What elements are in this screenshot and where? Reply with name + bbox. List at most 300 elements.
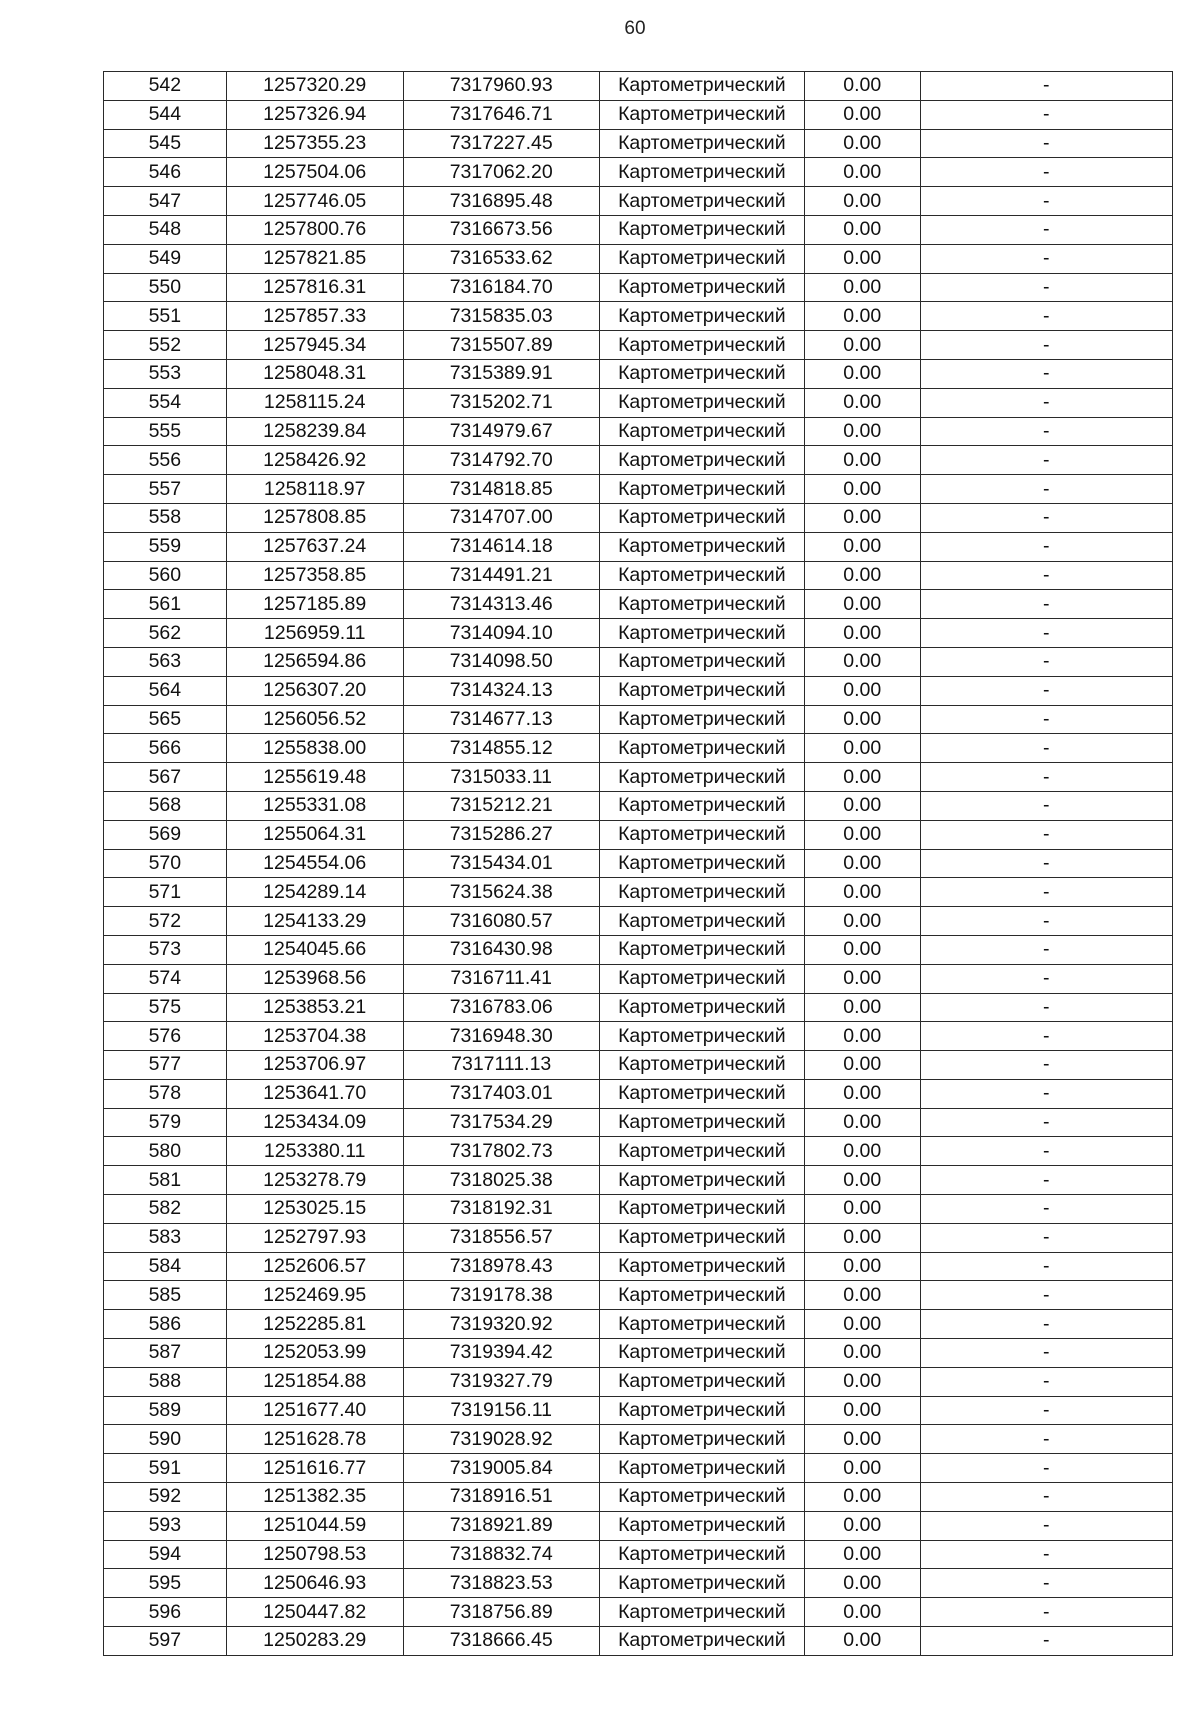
y-coordinate-cell: 7318556.57 (403, 1223, 599, 1252)
method-cell: Картометрический (599, 1483, 804, 1512)
point-number-cell: 574 (104, 964, 227, 993)
table-row (104, 72, 1173, 101)
y-coordinate-cell: 7319394.42 (403, 1339, 599, 1368)
accuracy-cell: 0.00 (804, 1569, 920, 1598)
method-cell: Картометрический (599, 100, 804, 129)
description-cell: - (920, 1022, 1172, 1051)
x-coordinate-cell: 1258239.84 (226, 417, 403, 446)
accuracy-cell: 0.00 (804, 1022, 920, 1051)
accuracy-cell: 0.00 (804, 1598, 920, 1627)
point-number-cell: 567 (104, 763, 227, 792)
y-coordinate-cell: 7314313.46 (403, 590, 599, 619)
point-number-cell: 580 (104, 1137, 227, 1166)
description-cell: - (920, 935, 1172, 964)
method-cell: Картометрический (599, 1627, 804, 1656)
description-cell: - (920, 1454, 1172, 1483)
description-cell: - (920, 503, 1172, 532)
table-row (104, 1627, 1173, 1656)
accuracy-cell: 0.00 (804, 935, 920, 964)
description-cell: - (920, 1598, 1172, 1627)
point-number-cell: 563 (104, 647, 227, 676)
x-coordinate-cell: 1253641.70 (226, 1079, 403, 1108)
description-cell: - (920, 1310, 1172, 1339)
coordinates-table (103, 71, 1173, 1656)
method-cell: Картометрический (599, 1454, 804, 1483)
x-coordinate-cell: 1251628.78 (226, 1425, 403, 1454)
y-coordinate-cell: 7317802.73 (403, 1137, 599, 1166)
description-cell: - (920, 1137, 1172, 1166)
accuracy-cell: 0.00 (804, 1079, 920, 1108)
point-number-cell: 591 (104, 1454, 227, 1483)
method-cell: Картометрический (599, 1396, 804, 1425)
x-coordinate-cell: 1257326.94 (226, 100, 403, 129)
point-number-cell: 552 (104, 331, 227, 360)
accuracy-cell: 0.00 (804, 388, 920, 417)
method-cell: Картометрический (599, 1569, 804, 1598)
y-coordinate-cell: 7315389.91 (403, 359, 599, 388)
method-cell: Картометрический (599, 1166, 804, 1195)
accuracy-cell: 0.00 (804, 359, 920, 388)
description-cell: - (920, 791, 1172, 820)
point-number-cell: 590 (104, 1425, 227, 1454)
description-cell: - (920, 878, 1172, 907)
accuracy-cell: 0.00 (804, 417, 920, 446)
accuracy-cell: 0.00 (804, 1425, 920, 1454)
point-number-cell: 587 (104, 1339, 227, 1368)
y-coordinate-cell: 7318025.38 (403, 1166, 599, 1195)
accuracy-cell: 0.00 (804, 72, 920, 101)
y-coordinate-cell: 7319156.11 (403, 1396, 599, 1425)
table-row (104, 1051, 1173, 1080)
table-row (104, 100, 1173, 129)
x-coordinate-cell: 1253278.79 (226, 1166, 403, 1195)
point-number-cell: 573 (104, 935, 227, 964)
description-cell: - (920, 1511, 1172, 1540)
y-coordinate-cell: 7316533.62 (403, 244, 599, 273)
method-cell: Картометрический (599, 1367, 804, 1396)
table-row (104, 1108, 1173, 1137)
x-coordinate-cell: 1255064.31 (226, 820, 403, 849)
x-coordinate-cell: 1257945.34 (226, 331, 403, 360)
y-coordinate-cell: 7314855.12 (403, 734, 599, 763)
table-row (104, 1339, 1173, 1368)
table-row (104, 561, 1173, 590)
x-coordinate-cell: 1257857.33 (226, 302, 403, 331)
x-coordinate-cell: 1257504.06 (226, 158, 403, 187)
method-cell: Картометрический (599, 734, 804, 763)
method-cell: Картометрический (599, 1195, 804, 1224)
method-cell: Картометрический (599, 1310, 804, 1339)
point-number-cell: 556 (104, 446, 227, 475)
accuracy-cell: 0.00 (804, 1166, 920, 1195)
x-coordinate-cell: 1257746.05 (226, 187, 403, 216)
y-coordinate-cell: 7319005.84 (403, 1454, 599, 1483)
x-coordinate-cell: 1257821.85 (226, 244, 403, 273)
accuracy-cell: 0.00 (804, 446, 920, 475)
description-cell: - (920, 187, 1172, 216)
description-cell: - (920, 590, 1172, 619)
description-cell: - (920, 417, 1172, 446)
table-row (104, 302, 1173, 331)
x-coordinate-cell: 1256307.20 (226, 676, 403, 705)
table-row (104, 590, 1173, 619)
description-cell: - (920, 1483, 1172, 1512)
table-row (104, 503, 1173, 532)
table-row (104, 1310, 1173, 1339)
table-row (104, 1022, 1173, 1051)
method-cell: Картометрический (599, 820, 804, 849)
y-coordinate-cell: 7319327.79 (403, 1367, 599, 1396)
point-number-cell: 555 (104, 417, 227, 446)
accuracy-cell: 0.00 (804, 331, 920, 360)
x-coordinate-cell: 1251044.59 (226, 1511, 403, 1540)
y-coordinate-cell: 7318916.51 (403, 1483, 599, 1512)
point-number-cell: 557 (104, 475, 227, 504)
point-number-cell: 547 (104, 187, 227, 216)
method-cell: Картометрический (599, 878, 804, 907)
description-cell: - (920, 532, 1172, 561)
method-cell: Картометрический (599, 993, 804, 1022)
y-coordinate-cell: 7315434.01 (403, 849, 599, 878)
y-coordinate-cell: 7318921.89 (403, 1511, 599, 1540)
accuracy-cell: 0.00 (804, 1195, 920, 1224)
x-coordinate-cell: 1252469.95 (226, 1281, 403, 1310)
table-row (104, 215, 1173, 244)
description-cell: - (920, 763, 1172, 792)
x-coordinate-cell: 1255838.00 (226, 734, 403, 763)
description-cell: - (920, 619, 1172, 648)
table-row (104, 187, 1173, 216)
accuracy-cell: 0.00 (804, 820, 920, 849)
method-cell: Картометрический (599, 446, 804, 475)
point-number-cell: 581 (104, 1166, 227, 1195)
method-cell: Картометрический (599, 935, 804, 964)
description-cell: - (920, 964, 1172, 993)
y-coordinate-cell: 7316895.48 (403, 187, 599, 216)
point-number-cell: 558 (104, 503, 227, 532)
point-number-cell: 575 (104, 993, 227, 1022)
accuracy-cell: 0.00 (804, 503, 920, 532)
point-number-cell: 548 (104, 215, 227, 244)
x-coordinate-cell: 1252797.93 (226, 1223, 403, 1252)
table-row (104, 993, 1173, 1022)
table-row (104, 619, 1173, 648)
point-number-cell: 582 (104, 1195, 227, 1224)
description-cell: - (920, 100, 1172, 129)
x-coordinate-cell: 1253380.11 (226, 1137, 403, 1166)
y-coordinate-cell: 7318832.74 (403, 1540, 599, 1569)
method-cell: Картометрический (599, 331, 804, 360)
table-row (104, 1223, 1173, 1252)
accuracy-cell: 0.00 (804, 676, 920, 705)
description-cell: - (920, 1540, 1172, 1569)
method-cell: Картометрический (599, 1022, 804, 1051)
description-cell: - (920, 1051, 1172, 1080)
description-cell: - (920, 561, 1172, 590)
y-coordinate-cell: 7314677.13 (403, 705, 599, 734)
y-coordinate-cell: 7315202.71 (403, 388, 599, 417)
x-coordinate-cell: 1251616.77 (226, 1454, 403, 1483)
y-coordinate-cell: 7314792.70 (403, 446, 599, 475)
x-coordinate-cell: 1251382.35 (226, 1483, 403, 1512)
table-row (104, 935, 1173, 964)
point-number-cell: 553 (104, 359, 227, 388)
method-cell: Картометрический (599, 359, 804, 388)
x-coordinate-cell: 1256056.52 (226, 705, 403, 734)
accuracy-cell: 0.00 (804, 1108, 920, 1137)
accuracy-cell: 0.00 (804, 215, 920, 244)
point-number-cell: 596 (104, 1598, 227, 1627)
y-coordinate-cell: 7316430.98 (403, 935, 599, 964)
x-coordinate-cell: 1250646.93 (226, 1569, 403, 1598)
table-row (104, 1598, 1173, 1627)
point-number-cell: 569 (104, 820, 227, 849)
description-cell: - (920, 302, 1172, 331)
y-coordinate-cell: 7318192.31 (403, 1195, 599, 1224)
point-number-cell: 560 (104, 561, 227, 590)
page-number: 60 (624, 18, 646, 39)
table-row (104, 1195, 1173, 1224)
x-coordinate-cell: 1254289.14 (226, 878, 403, 907)
description-cell: - (920, 475, 1172, 504)
y-coordinate-cell: 7318823.53 (403, 1569, 599, 1598)
point-number-cell: 578 (104, 1079, 227, 1108)
table-row (104, 1166, 1173, 1195)
method-cell: Картометрический (599, 129, 804, 158)
method-cell: Картометрический (599, 791, 804, 820)
point-number-cell: 583 (104, 1223, 227, 1252)
table-row (104, 964, 1173, 993)
x-coordinate-cell: 1257800.76 (226, 215, 403, 244)
table-row (104, 129, 1173, 158)
method-cell: Картометрический (599, 187, 804, 216)
table-row (104, 849, 1173, 878)
y-coordinate-cell: 7316948.30 (403, 1022, 599, 1051)
x-coordinate-cell: 1256594.86 (226, 647, 403, 676)
accuracy-cell: 0.00 (804, 475, 920, 504)
table-row (104, 1252, 1173, 1281)
accuracy-cell: 0.00 (804, 1252, 920, 1281)
x-coordinate-cell: 1255331.08 (226, 791, 403, 820)
method-cell: Картометрический (599, 590, 804, 619)
x-coordinate-cell: 1252053.99 (226, 1339, 403, 1368)
x-coordinate-cell: 1253706.97 (226, 1051, 403, 1080)
x-coordinate-cell: 1254133.29 (226, 907, 403, 936)
method-cell: Картометрический (599, 964, 804, 993)
x-coordinate-cell: 1257816.31 (226, 273, 403, 302)
x-coordinate-cell: 1250447.82 (226, 1598, 403, 1627)
y-coordinate-cell: 7317111.13 (403, 1051, 599, 1080)
method-cell: Картометрический (599, 388, 804, 417)
table-row (104, 1511, 1173, 1540)
x-coordinate-cell: 1254554.06 (226, 849, 403, 878)
point-number-cell: 554 (104, 388, 227, 417)
accuracy-cell: 0.00 (804, 244, 920, 273)
description-cell: - (920, 734, 1172, 763)
point-number-cell: 568 (104, 791, 227, 820)
point-number-cell: 588 (104, 1367, 227, 1396)
point-number-cell: 564 (104, 676, 227, 705)
method-cell: Картометрический (599, 215, 804, 244)
table-row (104, 1137, 1173, 1166)
method-cell: Картометрический (599, 1223, 804, 1252)
description-cell: - (920, 705, 1172, 734)
method-cell: Картометрический (599, 705, 804, 734)
method-cell: Картометрический (599, 1281, 804, 1310)
table-row (104, 676, 1173, 705)
x-coordinate-cell: 1252285.81 (226, 1310, 403, 1339)
method-cell: Картометрический (599, 1051, 804, 1080)
description-cell: - (920, 1223, 1172, 1252)
accuracy-cell: 0.00 (804, 705, 920, 734)
x-coordinate-cell: 1255619.48 (226, 763, 403, 792)
accuracy-cell: 0.00 (804, 129, 920, 158)
method-cell: Картометрический (599, 158, 804, 187)
y-coordinate-cell: 7315624.38 (403, 878, 599, 907)
table-row (104, 158, 1173, 187)
point-number-cell: 579 (104, 1108, 227, 1137)
y-coordinate-cell: 7319028.92 (403, 1425, 599, 1454)
description-cell: - (920, 331, 1172, 360)
y-coordinate-cell: 7318978.43 (403, 1252, 599, 1281)
accuracy-cell: 0.00 (804, 1051, 920, 1080)
table-row (104, 1569, 1173, 1598)
method-cell: Картометрический (599, 72, 804, 101)
accuracy-cell: 0.00 (804, 849, 920, 878)
table-row (104, 791, 1173, 820)
description-cell: - (920, 273, 1172, 302)
table-row (104, 1079, 1173, 1108)
point-number-cell: 551 (104, 302, 227, 331)
accuracy-cell: 0.00 (804, 1454, 920, 1483)
point-number-cell: 594 (104, 1540, 227, 1569)
x-coordinate-cell: 1257358.85 (226, 561, 403, 590)
point-number-cell: 549 (104, 244, 227, 273)
table-row (104, 273, 1173, 302)
accuracy-cell: 0.00 (804, 734, 920, 763)
method-cell: Картометрический (599, 503, 804, 532)
method-cell: Картометрический (599, 273, 804, 302)
description-cell: - (920, 1396, 1172, 1425)
description-cell: - (920, 215, 1172, 244)
accuracy-cell: 0.00 (804, 532, 920, 561)
method-cell: Картометрический (599, 647, 804, 676)
accuracy-cell: 0.00 (804, 1627, 920, 1656)
description-cell: - (920, 676, 1172, 705)
method-cell: Картометрический (599, 1425, 804, 1454)
y-coordinate-cell: 7319178.38 (403, 1281, 599, 1310)
y-coordinate-cell: 7315286.27 (403, 820, 599, 849)
x-coordinate-cell: 1257185.89 (226, 590, 403, 619)
accuracy-cell: 0.00 (804, 1339, 920, 1368)
point-number-cell: 595 (104, 1569, 227, 1598)
table-row (104, 1540, 1173, 1569)
method-cell: Картометрический (599, 849, 804, 878)
y-coordinate-cell: 7315835.03 (403, 302, 599, 331)
description-cell: - (920, 244, 1172, 273)
method-cell: Картометрический (599, 1540, 804, 1569)
table-row (104, 820, 1173, 849)
point-number-cell: 576 (104, 1022, 227, 1051)
table-row (104, 1367, 1173, 1396)
y-coordinate-cell: 7315507.89 (403, 331, 599, 360)
table-row (104, 705, 1173, 734)
accuracy-cell: 0.00 (804, 964, 920, 993)
table-row (104, 532, 1173, 561)
accuracy-cell: 0.00 (804, 907, 920, 936)
accuracy-cell: 0.00 (804, 1396, 920, 1425)
accuracy-cell: 0.00 (804, 158, 920, 187)
description-cell: - (920, 993, 1172, 1022)
description-cell: - (920, 1339, 1172, 1368)
method-cell: Картометрический (599, 244, 804, 273)
table-row (104, 734, 1173, 763)
x-coordinate-cell: 1258048.31 (226, 359, 403, 388)
accuracy-cell: 0.00 (804, 1137, 920, 1166)
y-coordinate-cell: 7314707.00 (403, 503, 599, 532)
x-coordinate-cell: 1258115.24 (226, 388, 403, 417)
method-cell: Картометрический (599, 907, 804, 936)
point-number-cell: 571 (104, 878, 227, 907)
method-cell: Картометрический (599, 561, 804, 590)
description-cell: - (920, 1281, 1172, 1310)
x-coordinate-cell: 1257637.24 (226, 532, 403, 561)
point-number-cell: 597 (104, 1627, 227, 1656)
y-coordinate-cell: 7316673.56 (403, 215, 599, 244)
point-number-cell: 559 (104, 532, 227, 561)
y-coordinate-cell: 7316080.57 (403, 907, 599, 936)
y-coordinate-cell: 7316711.41 (403, 964, 599, 993)
accuracy-cell: 0.00 (804, 878, 920, 907)
y-coordinate-cell: 7317960.93 (403, 72, 599, 101)
y-coordinate-cell: 7317534.29 (403, 1108, 599, 1137)
description-cell: - (920, 907, 1172, 936)
point-number-cell: 592 (104, 1483, 227, 1512)
x-coordinate-cell: 1253704.38 (226, 1022, 403, 1051)
y-coordinate-cell: 7317403.01 (403, 1079, 599, 1108)
accuracy-cell: 0.00 (804, 1511, 920, 1540)
method-cell: Картометрический (599, 1511, 804, 1540)
table-row (104, 475, 1173, 504)
description-cell: - (920, 820, 1172, 849)
x-coordinate-cell: 1250798.53 (226, 1540, 403, 1569)
point-number-cell: 565 (104, 705, 227, 734)
x-coordinate-cell: 1253025.15 (226, 1195, 403, 1224)
x-coordinate-cell: 1251677.40 (226, 1396, 403, 1425)
accuracy-cell: 0.00 (804, 763, 920, 792)
y-coordinate-cell: 7317062.20 (403, 158, 599, 187)
y-coordinate-cell: 7314614.18 (403, 532, 599, 561)
description-cell: - (920, 1195, 1172, 1224)
coordinates-table-body (104, 72, 1173, 1656)
accuracy-cell: 0.00 (804, 619, 920, 648)
description-cell: - (920, 1569, 1172, 1598)
method-cell: Картометрический (599, 676, 804, 705)
table-row (104, 388, 1173, 417)
point-number-cell: 544 (104, 100, 227, 129)
point-number-cell: 566 (104, 734, 227, 763)
y-coordinate-cell: 7315033.11 (403, 763, 599, 792)
method-cell: Картометрический (599, 417, 804, 446)
description-cell: - (920, 446, 1172, 475)
x-coordinate-cell: 1254045.66 (226, 935, 403, 964)
description-cell: - (920, 1425, 1172, 1454)
description-cell: - (920, 1108, 1172, 1137)
y-coordinate-cell: 7319320.92 (403, 1310, 599, 1339)
table-row (104, 446, 1173, 475)
x-coordinate-cell: 1250283.29 (226, 1627, 403, 1656)
accuracy-cell: 0.00 (804, 1367, 920, 1396)
